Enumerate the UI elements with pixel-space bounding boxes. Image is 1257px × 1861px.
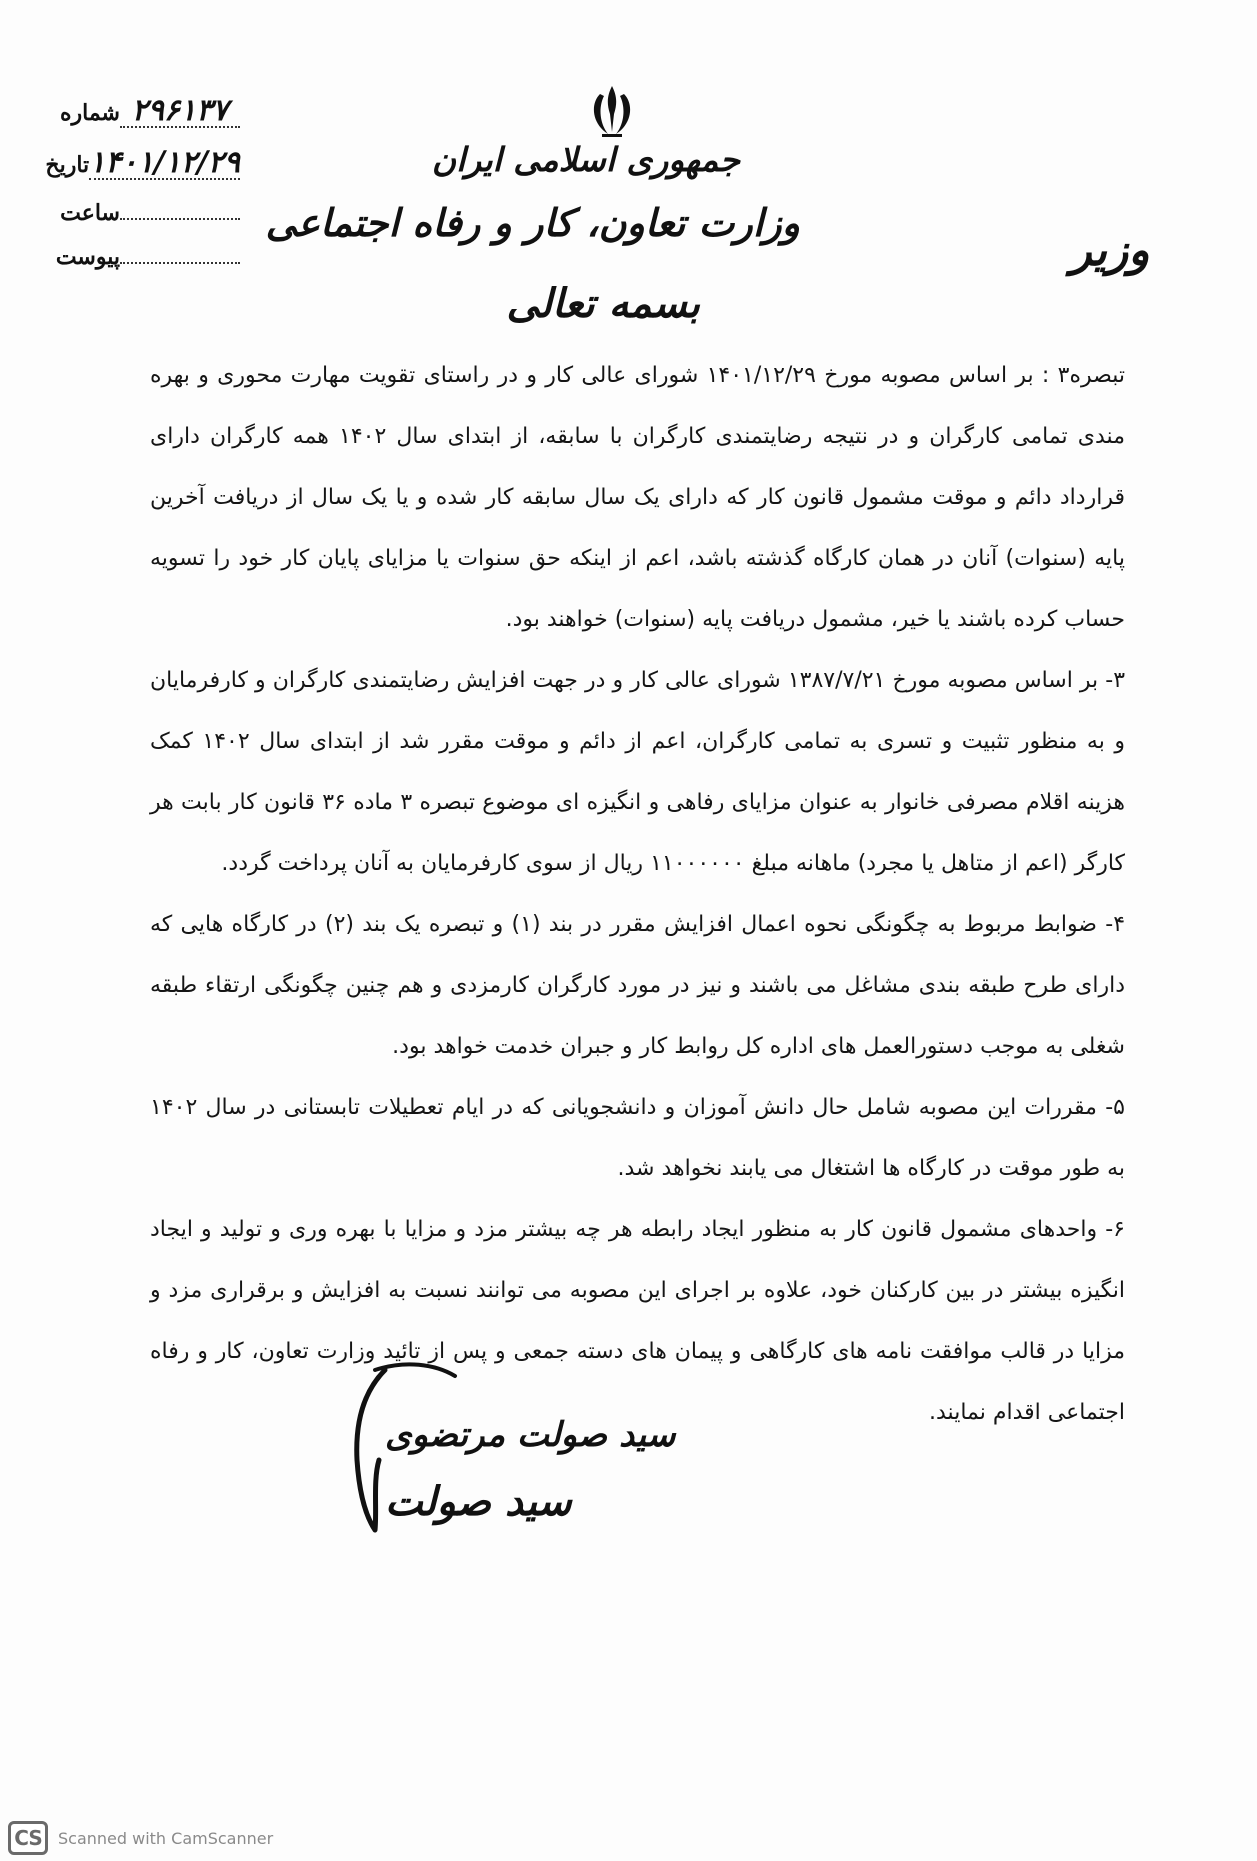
letter-attachment-label: پیوست	[55, 244, 120, 270]
camscanner-logo-icon: CS	[8, 1821, 48, 1855]
paragraph-item-3: ۳- بر اساس مصوبه مورخ ۱۳۸۷/۷/۲۱ شورای عالی کار و در جهت افزایش رضایتمندی کارگران و کارفرمایان و به منظور تثبیت و تسری به تمامی کارگران، اعم از دائم و موقت مقرر شد از ابتدای سال ۱۴۰۲ کمک هزینه اقلام مصرفی خانوار به عنوان مزایای رفاهی و انگیزه ای موضوع تبصره ۳ ماده ۳۶ قانون کار بابت هر کارگر (اعم از متاهل یا مجرد) ماهانه مبلغ ۱۱۰۰۰۰۰۰ ریال از سوی کارفرمایان به آنان پرداخت گردد.	[150, 668, 1126, 876]
paragraph-item-6: ۶- واحدهای مشمول قانون کار به منظور ایجاد رابطه هر چه بیشتر مزد و مزایا با بهره وری و تولید و ایجاد انگیزه بیشتر در بین کارکنان خود، علاوه بر اجرای این مصوبه می توانند نسبت به افزایش و برقراری مزد و مزایا در قالب موافقت نامه های کارگاهی و پیمان های دسته جمعی و پس از تائید وزارت تعاون، کار و رفاه اجتماعی اقدام نمایند.	[150, 1217, 1125, 1425]
basmala: بسمه تعالی	[506, 280, 700, 327]
letter-time-label: ساعت	[60, 200, 120, 226]
paragraph-item-4: ۴- ضوابط مربوط به چگونگی نحوه اعمال افزایش مقرر در بند (۱) و تبصره یک بند (۲) در کارگاه هایی که دارای طرح طبقه بندی مشاغل می باشند و نیز در مورد کارگران کارمزدی و هم چنین چگونگی ارتقاء طبقه شغلی به موجب دستورالعمل های اداره کل روابط کار و جبران خدمت خواهد بود.	[150, 912, 1126, 1059]
signature-name-line1: سید صولت مرتضوی	[385, 1415, 676, 1455]
letter-attachment-value	[120, 262, 240, 264]
letter-number-label: شماره	[59, 100, 120, 126]
letter-body	[150, 345, 1125, 1443]
scanner-footer-text: Scanned with CamScanner	[58, 1828, 274, 1848]
ministry-title: وزارت تعاون، کار و رفاه اجتماعی	[265, 200, 800, 245]
minister-title: وزیر	[1070, 225, 1150, 276]
letter-time-value	[120, 218, 240, 220]
letter-number-value: ۲۹۶۱۳۷	[120, 96, 240, 128]
letter-date	[40, 145, 240, 180]
paragraph-note-3: تبصره۳ : بر اساس مصوبه مورخ ۱۴۰۱/۱۲/۲۹ شورای عالی کار و در راستای تقویت مهارت محوری و بهره مندی تمامی کارگران و در نتیجه رضایتمندی کارگران با سابقه، از ابتدای سال ۱۴۰۲ همه کارگران دارای قرارداد دائم و موقت مشمول قانون کار که دارای یک سال سابقه کار شده و یا یک سال از دریافت آخرین پایه (سنوات) آنان در همان کارگاه گذشته باشد، اعم از اینکه حق سنوات یا مزایای پایان کار خود را تسویه حساب کرده باشند یا خیر، مشمول دریافت پایه (سنوات) خواهند بود.	[150, 363, 1125, 632]
scanner-footer	[8, 1820, 273, 1856]
republic-title: جمهوری اسلامی ایران	[431, 140, 740, 179]
letter-date-value: ۱۴۰۱/۱۲/۲۹	[89, 145, 240, 180]
letter-date-label: تاریخ	[45, 152, 90, 178]
paragraph-item-5: ۵- مقررات این مصوبه شامل حال دانش آموزان و دانشجویانی که در ایام تعطیلات تابستانی در سال ۱۴۰۲ به طور موقت در کارگاه ها اشتغال می یابند نخواهد شد.	[150, 1095, 1125, 1181]
letter-time	[40, 200, 240, 226]
letter-number	[40, 93, 240, 128]
iran-emblem-icon	[580, 80, 644, 144]
signature-name-line2: سید صولت	[385, 1478, 572, 1525]
letter-attachment	[40, 244, 240, 270]
